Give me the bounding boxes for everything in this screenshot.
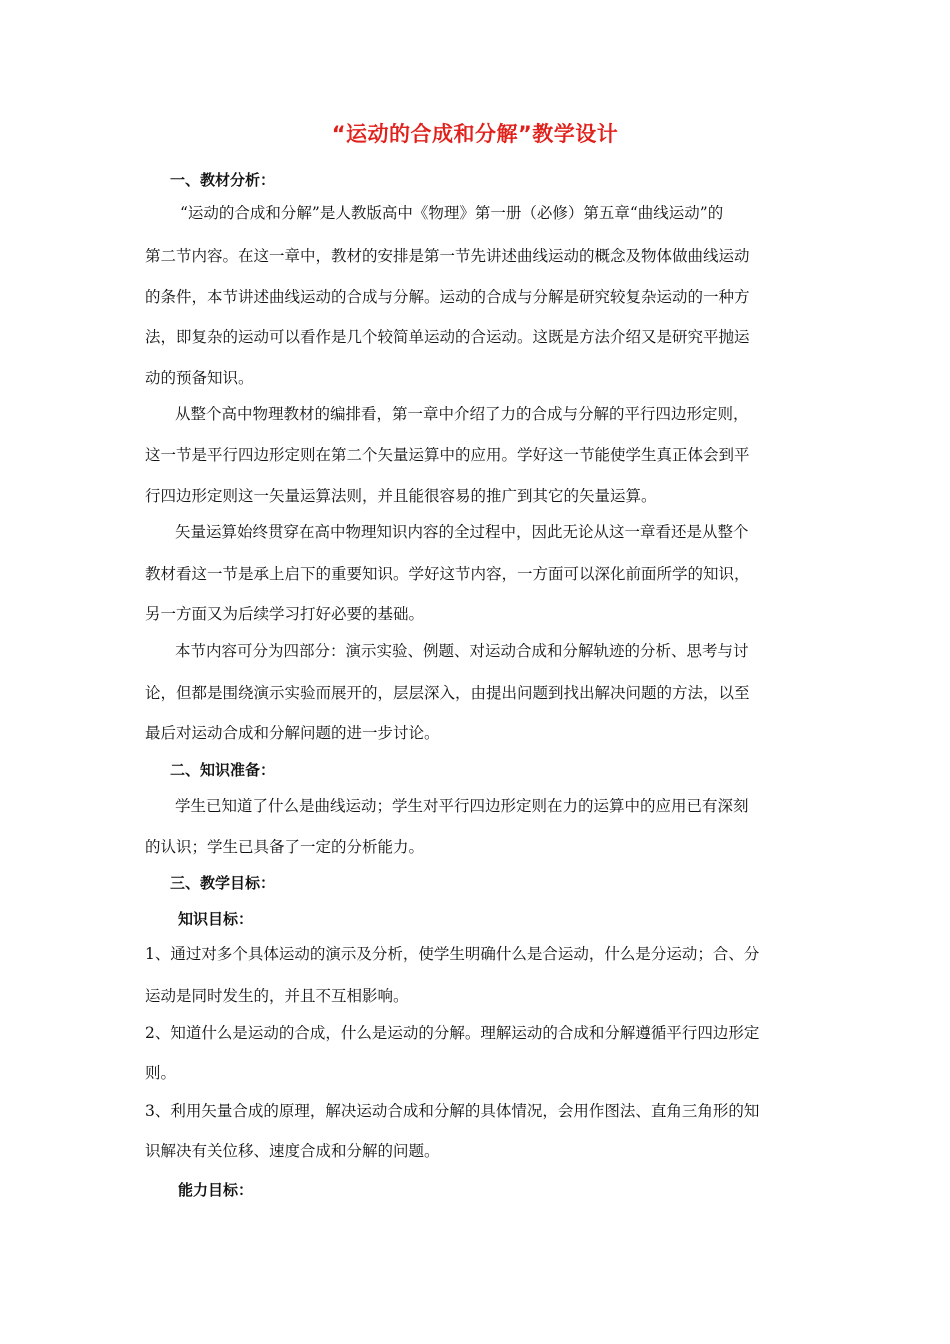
paragraph-line: 的条件，本节讲述曲线运动的合成与分解。运动的合成与分解是研究较复杂运动的一种方 — [145, 288, 750, 306]
paragraph-line: “运动的合成和分解”是人教版高中《物理》第一册（必修）第五章“曲线运动”的 — [180, 204, 724, 222]
list-item: 运动是同时发生的，并且不互相影响。 — [145, 987, 409, 1005]
paragraph-line: 矢量运算始终贯穿在高中物理知识内容的全过程中，因此无论从这一章看还是从整个 — [175, 523, 749, 541]
paragraph-line: 这一节是平行四边形定则在第二个矢量运算中的应用。学好这一节能使学生真正体会到平 — [145, 446, 750, 464]
paragraph-line: 论，但都是围绕演示实验而展开的，层层深入，由提出问题到找出解决问题的方法，以至 — [145, 684, 750, 702]
paragraph-line: 学生已知道了什么是曲线运动；学生对平行四边形定则在力的运算中的应用已有深刻 — [175, 797, 749, 815]
section-heading-1: 一、教材分析： — [170, 171, 276, 189]
list-item: 1、通过对多个具体运动的演示及分析，使学生明确什么是合运动，什么是分运动；合、分 — [145, 945, 760, 963]
subheading-knowledge: 知识目标： — [178, 910, 254, 928]
paragraph-line: 第二节内容。在这一章中，教材的安排是第一节先讲述曲线运动的概念及物体做曲线运动 — [145, 247, 750, 265]
list-item: 2、知道什么是运动的合成，什么是运动的分解。理解运动的合成和分解遵循平行四边形定 — [145, 1024, 760, 1042]
paragraph-line: 法，即复杂的运动可以看作是几个较简单运动的合运动。这既是方法介绍又是研究平抛运 — [145, 328, 750, 346]
section-heading-3: 三、教学目标： — [170, 874, 276, 892]
paragraph-line: 教材看这一节是承上启下的重要知识。学好这节内容，一方面可以深化前面所学的知识， — [145, 565, 750, 583]
paragraph-line: 动的预备知识。 — [145, 369, 254, 387]
list-item: 3、利用矢量合成的原理，解决运动合成和分解的具体情况，会用作图法、直角三角形的知 — [145, 1102, 760, 1120]
paragraph-line: 最后对运动合成和分解问题的进一步讨论。 — [145, 724, 440, 742]
paragraph-line: 本节内容可分为四部分：演示实验、例题、对运动合成和分解轨迹的分析、思考与讨 — [175, 642, 749, 660]
section-heading-2: 二、知识准备： — [170, 761, 276, 779]
document-title: “运动的合成和分解”教学设计 — [331, 122, 619, 146]
paragraph-line: 行四边形定则这一矢量运算法则，并且能很容易的推广到其它的矢量运算。 — [145, 487, 657, 505]
list-item: 识解决有关位移、速度合成和分解的问题。 — [145, 1142, 440, 1160]
paragraph-line: 另一方面又为后续学习打好必要的基础。 — [145, 605, 425, 623]
paragraph-line: 的认识；学生已具备了一定的分析能力。 — [145, 838, 425, 856]
paragraph-line: 从整个高中物理教材的编排看，第一章中介绍了力的合成与分解的平行四边形定则， — [175, 405, 749, 423]
list-item: 则。 — [145, 1064, 177, 1082]
subheading-ability: 能力目标： — [178, 1181, 254, 1199]
